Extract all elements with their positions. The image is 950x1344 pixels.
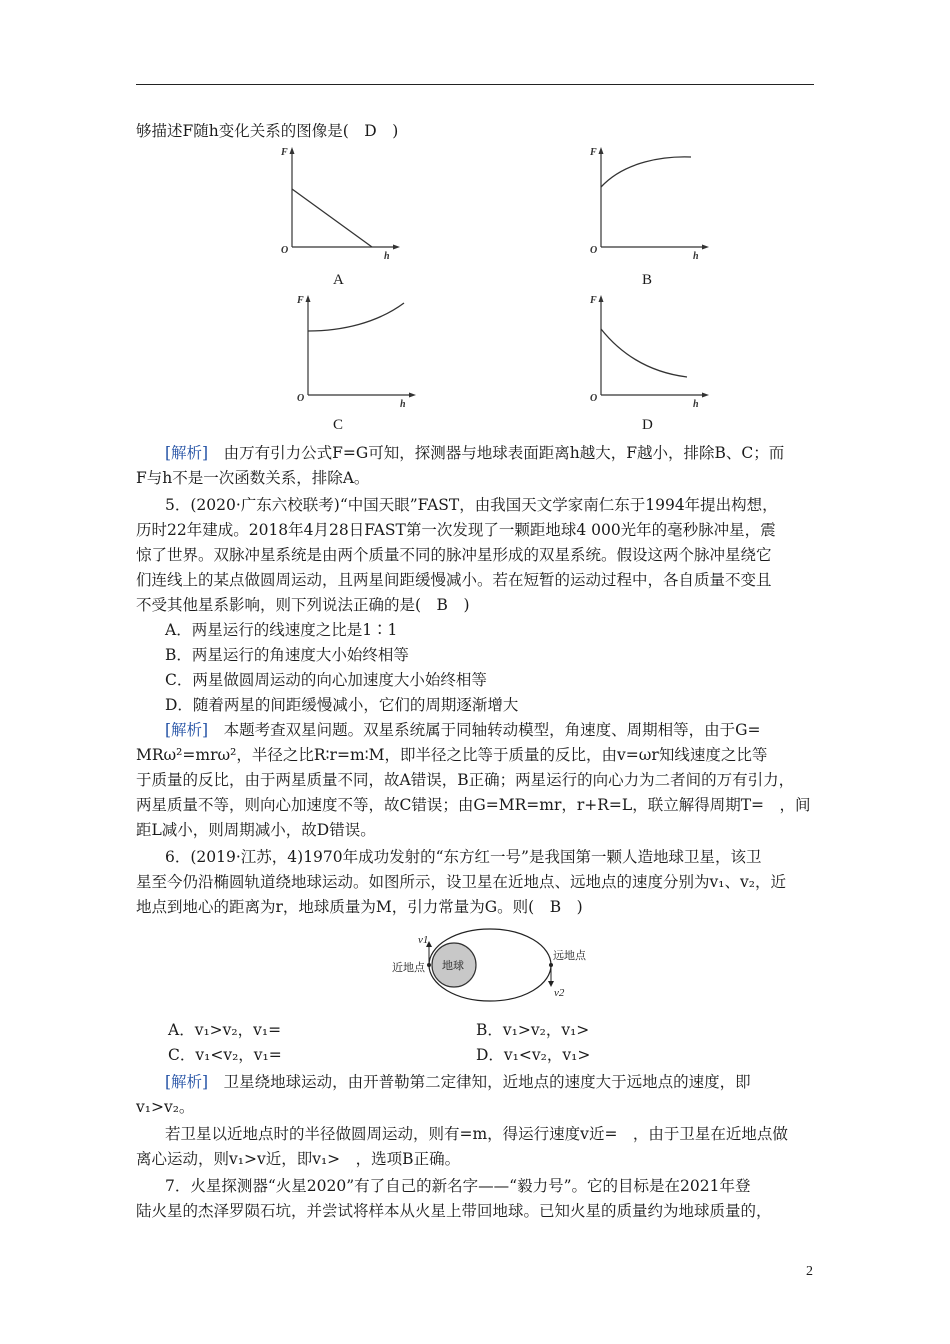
v2-label: v2 xyxy=(554,987,565,999)
svg-text:F: F xyxy=(590,295,597,306)
q4-stem: 够描述F随h变化关系的图像是( D ) xyxy=(136,122,399,140)
svg-text:h: h xyxy=(693,399,699,410)
q5-option-a: A．两星运行的线速度之比是1∶1 xyxy=(165,621,398,639)
graph-a-caption: A xyxy=(333,272,344,288)
graph-b-caption: B xyxy=(642,272,653,288)
q6-analysis-line: v₁>v₂。 xyxy=(136,1098,195,1116)
svg-text:O: O xyxy=(297,393,305,404)
q6-stem-line: 6．(2019·江苏，4)1970年成功发射的“东方红一号”是我国第一颗人造地球卫星，该卫 xyxy=(165,848,762,866)
graph-c-curve xyxy=(308,303,404,331)
apogee-label: 远地点 xyxy=(553,949,586,962)
graph-c-caption: C xyxy=(333,417,344,433)
analysis-tag: [解析] xyxy=(165,721,209,739)
v1-label: v1 xyxy=(418,934,429,946)
q5-analysis-line: MRω²=mrω²，半径之比R∶r=m∶M，即半径之比等于质量的反比，由v=ωr知线速度之比等 xyxy=(136,746,768,764)
q5-option-b: B．两星运行的角速度大小始终相等 xyxy=(165,646,409,664)
svg-text:h: h xyxy=(693,251,699,262)
svg-text:O: O xyxy=(281,245,289,256)
svg-text:F: F xyxy=(297,295,304,306)
q7-stem-line: 陆火星的杰泽罗陨石坑，并尝试将样本从火星上带回地球。已知火星的质量约为地球质量的， xyxy=(136,1202,772,1220)
q6-option-b: B．v₁>v₂，v₁> xyxy=(476,1021,590,1039)
q5-analysis-line: [解析] 本题考查双星问题。双星系统属于同轴转动模型，角速度、周期相等，由于G= xyxy=(165,721,761,739)
q5-option-c: C．两星做圆周运动的向心加速度大小始终相等 xyxy=(165,671,487,689)
q6-stem-line: 星至今仍沿椭圆轨道绕地球运动。如图所示，设卫星在近地点、远地点的速度分别为v₁、v₂，近 xyxy=(136,873,786,891)
q5-stem-line: 5．(2020·广东六校联考)“中国天眼”FAST，由我国天文学家南仁东于1994年提出构想， xyxy=(165,496,778,514)
analysis-tag: [解析] xyxy=(165,444,209,462)
q5-analysis-line: 于质量的反比，由于两星质量不同，故A错误，B正确；两星运行的向心力为二者间的万有引力， xyxy=(136,771,795,789)
graph-d-curve xyxy=(601,329,687,377)
q4-analysis-line-2: F与h不是一次函数关系，排除A。 xyxy=(136,469,370,487)
q6-option-a: A．v₁>v₂，v₁= xyxy=(168,1021,282,1039)
graph-c xyxy=(292,293,422,408)
q5-option-d: D．随着两星的间距缓慢减小，它们的周期逐渐增大 xyxy=(165,696,519,714)
svg-text:h: h xyxy=(384,251,390,262)
graph-d-caption: D xyxy=(642,417,653,433)
header-rule xyxy=(136,84,814,85)
q6-stem-line: 地点到地心的距离为r，地球质量为M，引力常量为G。则( B ) xyxy=(136,898,583,916)
q5-analysis-line: 距L减小，则周期减小，故D错误。 xyxy=(136,821,376,839)
svg-text:F: F xyxy=(281,147,288,158)
q6-analysis-line: [解析] 卫星绕地球运动，由开普勒第二定律知，近地点的速度大于远地点的速度，即 xyxy=(165,1073,751,1091)
earth-label: 地球 xyxy=(442,959,464,972)
svg-text:O: O xyxy=(590,393,598,404)
q6-option-c: C．v₁<v₂，v₁= xyxy=(168,1046,282,1064)
perigee-label: 近地点 xyxy=(392,961,425,974)
q6-option-d: D．v₁<v₂，v₁> xyxy=(476,1046,591,1064)
orbit-figure xyxy=(388,925,598,1005)
q5-stem-line: 不受其他星系影响，则下列说法正确的是( B ) xyxy=(136,596,470,614)
svg-text:h: h xyxy=(400,399,406,410)
q5-stem-line: 们连线上的某点做圆周运动，且两星间距缓慢减小。若在短暂的运动过程中，各自质量不变且 xyxy=(136,571,772,589)
q6-analysis-line: 若卫星以近地点时的半径做圆周运动，则有=m，得运行速度v近= ，由于卫星在近地点做 xyxy=(165,1125,788,1143)
graph-a-curve xyxy=(292,189,372,247)
q5-stem-line: 历时22年建成。2018年4月28日FAST第一次发现了一颗距地球4 000光年的毫秒脉冲星，震 xyxy=(136,521,776,539)
analysis-tag: [解析] xyxy=(165,1073,209,1091)
graph-b xyxy=(585,145,715,260)
graph-d xyxy=(585,293,715,408)
q4-analysis-line-1: [解析] 由万有引力公式F=G可知，探测器与地球表面距离h越大，F越小，排除B、C；而 xyxy=(165,444,785,462)
q6-analysis-line: 离心运动，则v₁>v近，即v₁> ，选项B正确。 xyxy=(136,1150,461,1168)
q5-stem-line: 惊了世界。双脉冲星系统是由两个质量不同的脉冲星形成的双星系统。假设这两个脉冲星绕它 xyxy=(136,546,772,564)
graph-a xyxy=(276,145,406,260)
q5-analysis-line: 两星质量不等，则向心加速度不等，故C错误；由G=MR=mr，r+R=L，联立解得周期T= ，间 xyxy=(136,796,811,814)
graph-b-curve xyxy=(601,157,691,187)
q7-stem-line: 7．火星探测器“火星2020”有了自己的新名字——“毅力号”。它的目标是在2021年登 xyxy=(165,1177,751,1195)
page-number: 2 xyxy=(806,1264,813,1279)
svg-text:F: F xyxy=(590,147,597,158)
svg-text:O: O xyxy=(590,245,598,256)
